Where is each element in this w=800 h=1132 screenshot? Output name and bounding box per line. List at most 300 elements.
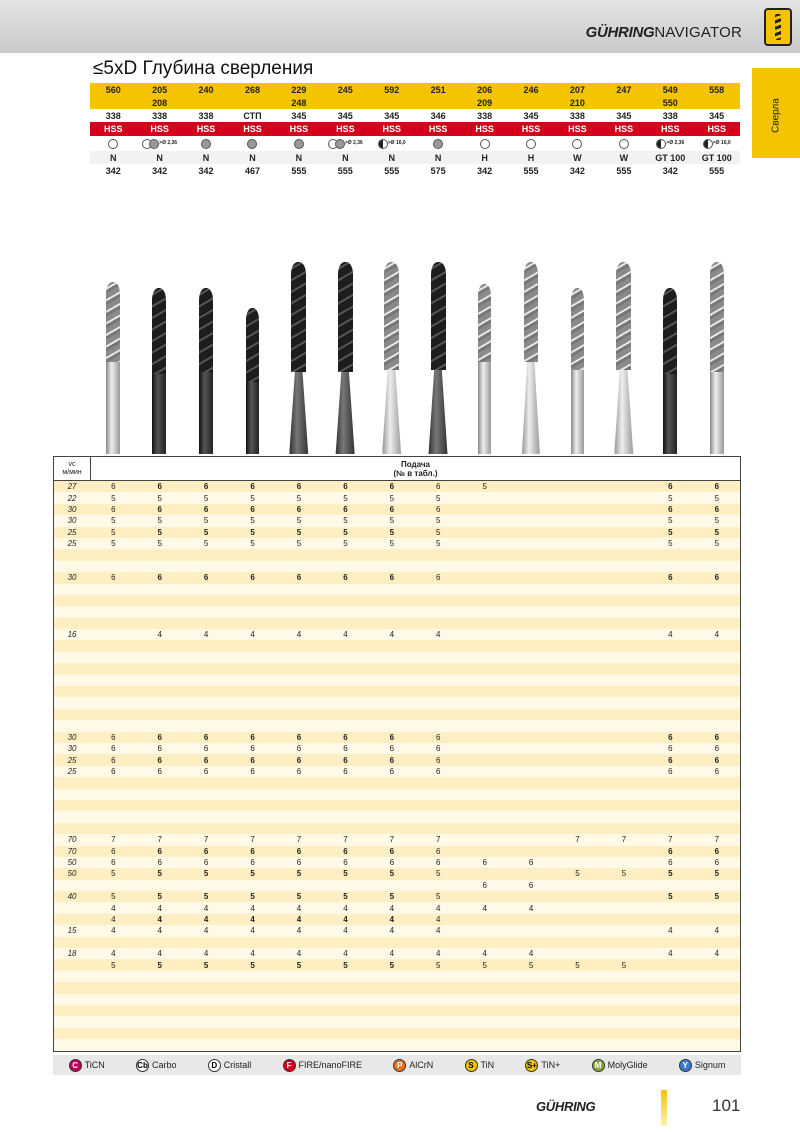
feed-cell: 5 xyxy=(157,892,162,902)
table-row xyxy=(54,732,740,743)
surface-symbol-icon xyxy=(461,138,507,149)
spec-cell: 207 xyxy=(569,84,585,95)
material-cell: HSS xyxy=(428,124,448,134)
feed-cell: 4 xyxy=(250,926,255,936)
feed-cell xyxy=(508,733,554,742)
feed-cell: 6 xyxy=(250,573,255,583)
feed-cell xyxy=(601,516,647,525)
feed-cell xyxy=(554,744,600,753)
page-number: 101 xyxy=(712,1096,741,1115)
table-row xyxy=(54,846,740,857)
feed-cell xyxy=(508,630,554,639)
table-row xyxy=(54,720,740,731)
feed-cell: 6 xyxy=(389,755,395,765)
feed-cell: 6 xyxy=(111,766,116,776)
feed-cell: 5 xyxy=(250,539,255,549)
spec-cell: 338 xyxy=(152,110,168,121)
feed-cell xyxy=(601,949,647,958)
feed-cell: 6 xyxy=(343,858,348,868)
spec-cell: 555 xyxy=(709,165,725,176)
feed-cell: 5 xyxy=(250,960,255,970)
table-row xyxy=(54,971,740,982)
feed-cell: 6 xyxy=(436,732,441,742)
feed-cell: 6 xyxy=(668,744,673,754)
table-row xyxy=(54,481,740,492)
feed-cell: 6 xyxy=(296,846,302,856)
surface-symbol-icon xyxy=(693,138,739,149)
drill-images xyxy=(90,258,740,454)
feed-cell: 6 xyxy=(436,573,441,583)
feed-cell xyxy=(647,961,693,970)
feed-cell xyxy=(508,573,554,582)
feed-cell: 6 xyxy=(668,482,673,492)
feed-cell xyxy=(461,892,507,901)
feed-cell xyxy=(554,904,600,913)
feed-cell: 7 xyxy=(621,835,627,845)
feed-cell: 6 xyxy=(296,482,302,492)
material-cell: HSS xyxy=(568,124,587,134)
feed-cell xyxy=(554,847,600,856)
spec-cell: 268 xyxy=(244,84,260,95)
feed-cell: 6 xyxy=(296,573,302,583)
feed-cell: 6 xyxy=(668,732,673,742)
vc-cell: 25 xyxy=(67,766,77,776)
coating-badge-icon: S+ xyxy=(526,1060,537,1070)
feed-cell: 5 xyxy=(343,516,348,526)
symbol-note: >Ø 2,36 xyxy=(666,140,685,147)
feed-cell: 5 xyxy=(343,527,348,537)
material-cell: HSS xyxy=(382,124,401,134)
table-row xyxy=(54,982,740,993)
feed-cell: 6 xyxy=(389,766,395,776)
spec-cell: N xyxy=(388,152,395,163)
article-row-2 xyxy=(90,96,740,109)
table-row xyxy=(54,549,740,560)
material-cell: HSS xyxy=(336,124,355,134)
symbol-row xyxy=(90,136,740,151)
surface-symbol-icon xyxy=(554,138,600,149)
vc-cell: 30 xyxy=(67,504,77,514)
spec-cell: СТП xyxy=(243,110,262,121)
drill-image xyxy=(431,262,446,454)
feed-cell: 5 xyxy=(296,527,302,537)
surface-symbol-icon xyxy=(415,138,461,149)
spec-cell: W xyxy=(573,152,582,163)
spec-cell: 338 xyxy=(198,110,214,121)
feed-cell: 7 xyxy=(436,835,441,845)
legend-item xyxy=(525,1059,560,1072)
spec-cell: 246 xyxy=(523,84,539,95)
feed-cell: 6 xyxy=(436,858,441,868)
feed-cell xyxy=(601,733,647,742)
feed-cell: 4 xyxy=(343,949,348,959)
feed-cell: 5 xyxy=(575,869,580,879)
feed-cell: 4 xyxy=(389,630,395,640)
feed-cell: 7 xyxy=(575,835,580,845)
feed-cell: 4 xyxy=(203,949,209,959)
feed-cell: 4 xyxy=(482,903,487,913)
feed-cell xyxy=(601,756,647,765)
table-row xyxy=(54,515,740,526)
feed-cell: 6 xyxy=(668,504,673,514)
feed-cell xyxy=(694,915,740,924)
feed-cell: 4 xyxy=(436,915,441,925)
spec-cell: H xyxy=(527,152,535,163)
feed-cell: 7 xyxy=(203,835,209,845)
feed-cell: 6 xyxy=(436,846,441,856)
table-row xyxy=(54,868,740,879)
feed-cell: 6 xyxy=(296,504,302,514)
feed-cell: 4 xyxy=(436,903,441,913)
feed-cell: 6 xyxy=(668,858,673,868)
feed-cell xyxy=(508,539,554,548)
feed-cell: 6 xyxy=(343,766,348,776)
feed-cell xyxy=(508,516,554,525)
material-cell: HSS xyxy=(289,124,309,134)
feed-cell: 6 xyxy=(296,766,302,776)
feed-cell: 5 xyxy=(157,493,162,503)
feed-cell: 4 xyxy=(668,949,673,959)
feed-cell xyxy=(554,539,600,548)
material-cell: HSS xyxy=(614,124,634,134)
feed-cell xyxy=(601,847,647,856)
vc-cell: 22 xyxy=(67,493,77,503)
feed-cell: 6 xyxy=(203,858,209,868)
feed-cell: 5 xyxy=(343,539,348,549)
spec-cell: N xyxy=(109,152,117,163)
feed-cell xyxy=(461,767,507,776)
feed-cell: 6 xyxy=(250,846,255,856)
feed-cell: 6 xyxy=(389,858,395,868)
drill-image xyxy=(663,288,677,454)
feed-cell: 4 xyxy=(296,949,302,959)
feed-cell: 4 xyxy=(250,630,255,640)
vc-cell: 25 xyxy=(67,755,77,765)
feed-cell: 4 xyxy=(157,903,162,913)
feed-cell: 5 xyxy=(482,960,487,970)
spec-cell: 467 xyxy=(244,165,260,176)
surface-symbol-icon xyxy=(647,138,693,149)
feed-cell xyxy=(554,630,600,639)
spec-cell: 560 xyxy=(105,84,121,95)
drill-image xyxy=(152,288,166,454)
legend-label: TiN+ xyxy=(541,1060,561,1070)
legend-label: TiN xyxy=(480,1060,495,1070)
feed-cell: 5 xyxy=(296,539,302,549)
coating-badge-icon: Y xyxy=(679,1059,692,1072)
table-row xyxy=(54,538,740,549)
feed-cell xyxy=(508,869,554,878)
feed-cell: 7 xyxy=(343,835,348,845)
spec-cell: 338 xyxy=(477,110,493,121)
feed-cell xyxy=(508,744,554,753)
spec-cell: 550 xyxy=(662,97,678,108)
feed-cell: 6 xyxy=(203,504,209,514)
feed-cell: 5 xyxy=(436,527,441,537)
feed-cell xyxy=(137,881,183,890)
table-row xyxy=(54,948,740,959)
feed-cell: 5 xyxy=(714,516,720,526)
feed-cell xyxy=(601,892,647,901)
surface-symbol-icon xyxy=(229,138,275,149)
feed-cell: 5 xyxy=(668,869,673,879)
feed-cell: 6 xyxy=(203,846,209,856)
feed-cell: 4 xyxy=(528,903,534,913)
feed-cell: 6 xyxy=(111,744,116,754)
feed-cell xyxy=(554,756,600,765)
feed-cell: 6 xyxy=(157,573,162,583)
feed-cell xyxy=(554,892,600,901)
feed-cell: 6 xyxy=(250,858,255,868)
feed-cell: 6 xyxy=(436,482,441,492)
feed-cell: 6 xyxy=(111,846,116,856)
feed-cell: 5 xyxy=(157,516,162,526)
feed-cell: 6 xyxy=(343,504,348,514)
spec-cell: 342 xyxy=(477,165,493,176)
table-row xyxy=(54,789,740,800)
feed-cell xyxy=(601,573,647,582)
table-row xyxy=(54,618,740,629)
feed-cell xyxy=(601,858,647,867)
feed-cell: 5 xyxy=(621,960,627,970)
spec-cell: 210 xyxy=(569,97,585,108)
vc-cell: 50 xyxy=(67,869,77,879)
feed-cell: 5 xyxy=(668,527,673,537)
feed-cell: 6 xyxy=(111,755,116,765)
feed-cell xyxy=(554,926,600,935)
table-row xyxy=(54,686,740,697)
feed-cell: 5 xyxy=(714,493,720,503)
surface-symbol-icon xyxy=(90,138,136,149)
material-row xyxy=(90,122,740,136)
feed-cell: 6 xyxy=(296,744,302,754)
feed-cell: 6 xyxy=(250,504,255,514)
legend-label: TiCN xyxy=(84,1060,105,1070)
feed-cell: 6 xyxy=(296,755,302,765)
feed-cell: 5 xyxy=(203,960,209,970)
footer-accent-bar xyxy=(661,1090,667,1126)
spec-cell: 345 xyxy=(384,110,400,121)
feed-cell xyxy=(461,505,507,514)
feed-cell xyxy=(601,881,647,890)
drill-image xyxy=(524,262,538,454)
table-row xyxy=(54,902,740,913)
feed-cell xyxy=(694,961,740,970)
feed-cell xyxy=(601,744,647,753)
coating-badge-icon: M xyxy=(592,1059,605,1072)
vc-cell: 15 xyxy=(67,926,77,936)
feed-cell: 7 xyxy=(250,835,255,845)
symbol-note: >Ø 16,0 xyxy=(712,140,731,147)
spec-cell: 338 xyxy=(662,110,678,121)
feed-cell: 6 xyxy=(389,732,395,742)
vc-cell: 27 xyxy=(67,482,77,492)
spec-cell: 208 xyxy=(152,97,168,108)
feed-cell: 5 xyxy=(111,539,116,549)
feed-cell xyxy=(461,756,507,765)
feed-cell: 5 xyxy=(436,539,441,549)
feed-cell: 6 xyxy=(203,573,209,583)
spec-cell: 345 xyxy=(337,110,353,121)
feed-cell: 5 xyxy=(668,892,673,902)
feed-cell: 4 xyxy=(157,926,162,936)
table-row xyxy=(54,527,740,538)
spec-cell: 555 xyxy=(291,165,307,176)
feed-cell: 5 xyxy=(111,869,116,879)
feed-cell: 6 xyxy=(436,755,441,765)
feed-cell xyxy=(601,630,647,639)
feed-cell: 5 xyxy=(436,960,441,970)
spec-cell: 342 xyxy=(105,165,121,176)
feed-cell: 6 xyxy=(389,744,395,754)
table-row xyxy=(54,1028,740,1039)
feed-cell: 6 xyxy=(343,846,348,856)
footer-brand-logo: GÜHRING xyxy=(536,1099,596,1114)
feed-cell: 4 xyxy=(157,630,162,640)
vc-cell: 70 xyxy=(67,835,77,845)
feed-cell: 4 xyxy=(111,926,116,936)
feed-cell: 6 xyxy=(343,744,348,754)
table-row xyxy=(54,595,740,606)
legend-item xyxy=(679,1059,726,1072)
side-tab-drills[interactable]: Сверла xyxy=(752,68,800,158)
table-row xyxy=(54,504,740,515)
spec-cell: 345 xyxy=(616,110,632,121)
feed-cell: 6 xyxy=(203,755,209,765)
feed-cell xyxy=(554,573,600,582)
spec-cell: 555 xyxy=(337,165,353,176)
surface-symbol-icon xyxy=(508,138,554,149)
feed-cell xyxy=(322,881,368,890)
spec-cell: 558 xyxy=(709,84,725,95)
feed-cell xyxy=(461,573,507,582)
legend-label: Signum xyxy=(694,1060,726,1070)
legend-label: Cristall xyxy=(223,1060,252,1070)
feed-cell: 6 xyxy=(343,732,348,742)
feed-cell: 4 xyxy=(389,926,395,936)
feed-cell: 5 xyxy=(157,960,162,970)
feed-cell: 5 xyxy=(203,516,209,526)
feed-cell: 5 xyxy=(389,539,395,549)
standard-row xyxy=(90,109,740,122)
feed-cell: 5 xyxy=(111,493,116,503)
legend-item xyxy=(136,1059,177,1072)
spec-cell: 245 xyxy=(337,84,353,95)
feed-cell: 6 xyxy=(157,482,162,492)
feed-cell: 5 xyxy=(250,493,255,503)
feed-cell xyxy=(461,926,507,935)
feed-cell: 4 xyxy=(436,630,441,640)
spec-cell: 345 xyxy=(523,110,539,121)
feed-cell: 5 xyxy=(389,516,395,526)
feed-cell: 5 xyxy=(389,869,395,879)
table-row xyxy=(54,937,740,948)
feed-cell xyxy=(461,528,507,537)
drill-image xyxy=(571,288,584,454)
feed-cell xyxy=(461,733,507,742)
feed-cell: 5 xyxy=(157,527,162,537)
spec-cell: N xyxy=(342,152,349,163)
type-row xyxy=(90,151,740,164)
feed-cell xyxy=(554,494,600,503)
spec-cell: 338 xyxy=(569,110,585,121)
feed-cell: 6 xyxy=(389,504,395,514)
spec-cell: N xyxy=(249,152,256,163)
legend-item xyxy=(592,1059,648,1072)
feed-cell: 5 xyxy=(111,892,116,902)
feed-cell xyxy=(461,539,507,548)
spec-cell: 342 xyxy=(198,165,214,176)
feed-cell: 4 xyxy=(343,926,348,936)
feed-cell: 6 xyxy=(157,744,162,754)
drill-image xyxy=(616,262,631,454)
table-row xyxy=(54,652,740,663)
feed-cell: 7 xyxy=(111,835,116,845)
feed-cell: 7 xyxy=(157,835,162,845)
feed-cell: 4 xyxy=(296,915,302,925)
table-row xyxy=(54,1005,740,1016)
feed-cell: 6 xyxy=(157,732,162,742)
drill-logo-icon xyxy=(764,8,792,46)
feed-cell xyxy=(647,915,693,924)
spec-cell: N xyxy=(295,152,303,163)
spec-cell: 229 xyxy=(291,84,307,95)
feed-cell: 6 xyxy=(528,858,534,868)
feed-cell: 5 xyxy=(389,960,395,970)
feed-cell: 5 xyxy=(250,869,255,879)
feed-cell xyxy=(554,528,600,537)
feed-cell: 5 xyxy=(157,869,162,879)
feed-cell: 4 xyxy=(203,915,209,925)
feed-cell: 5 xyxy=(250,892,255,902)
feed-cell xyxy=(461,630,507,639)
feed-cell: 4 xyxy=(157,915,162,925)
spec-cell: N xyxy=(156,152,163,163)
feed-cell: 6 xyxy=(436,504,441,514)
feed-cell: 6 xyxy=(250,766,255,776)
feed-cell xyxy=(647,881,693,890)
feed-cell: 6 xyxy=(528,880,534,890)
feed-cell: 6 xyxy=(343,573,348,583)
feed-cell xyxy=(508,505,554,514)
feed-cell: 5 xyxy=(436,493,441,503)
feed-cell xyxy=(369,881,415,890)
table-row xyxy=(54,743,740,754)
table-row xyxy=(54,891,740,902)
spec-cell: 240 xyxy=(198,84,214,95)
feed-cell: 5 xyxy=(668,493,673,503)
table-row xyxy=(54,572,740,583)
table-row xyxy=(54,800,740,811)
feed-cell: 4 xyxy=(389,903,395,913)
feed-cell: 6 xyxy=(714,858,720,868)
drill-image xyxy=(478,284,491,454)
feed-cell: 5 xyxy=(575,960,580,970)
legend-label: Carbo xyxy=(152,1060,177,1070)
drill-image xyxy=(199,288,213,454)
feed-cell: 5 xyxy=(203,869,209,879)
feed-cell: 5 xyxy=(296,516,302,526)
spec-cell: 247 xyxy=(616,84,632,95)
feed-cell: 5 xyxy=(714,539,720,549)
vc-cell: 70 xyxy=(67,846,77,856)
table-row xyxy=(54,561,740,572)
feed-cell: 6 xyxy=(111,482,116,492)
feed-cell xyxy=(461,744,507,753)
spec-cell: 592 xyxy=(384,84,400,95)
feed-header: Подача (№ в табл.) xyxy=(393,460,438,478)
feed-cell: 5 xyxy=(343,892,348,902)
